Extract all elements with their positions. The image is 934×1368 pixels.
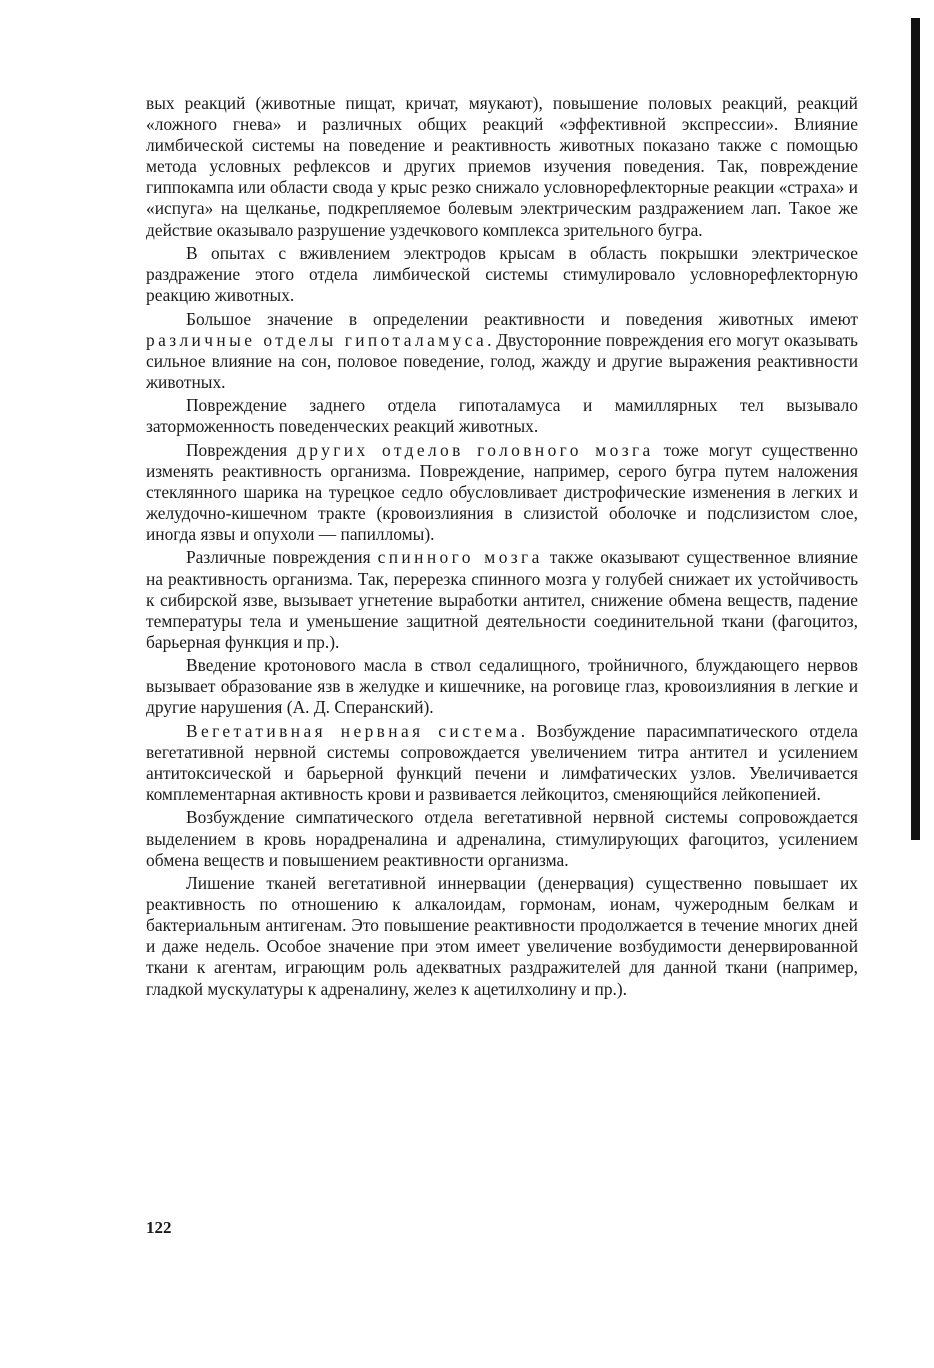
- text-run: Лишение тканей вегетативной иннервации (денервация) существенно повышает их реактивность по отношению к алкалоидам, гормонам, ионам, чужеродным белкам и бактериальным антигенам. Это повышение реактивности продолжается в течение многих дней и даже недель. Особое значение при этом имеет увеличение возбудимости денервированной ткани к агентам, играющим роль адекватных раздражителей для данной ткани (например, гладкой мускулатуры к адреналину, желез к ацетилхолину и пр.).: [146, 873, 858, 999]
- text-run: также оказывают существенное влияние на реактивность организма. Так, перерезка спинного мозга у голубей снижает их устойчивость к сибирской язве, вызывает угнетение выработки антител, снижение обмена веществ, падение температуры тела и уменьшение защитной деятельности соединительной ткани (фагоцитоз, барьерная функция и пр.).: [146, 547, 858, 652]
- text-run: Возбуждение симпатического отдела вегетативной нервной системы сопровождается выделением в кровь норадреналина и адреналина, стимулирующих фагоцитоз, усилением обмена веществ и повышением реактивности организма.: [146, 807, 858, 870]
- text-run: В опытах с вживлением электродов крысам в область покрышки электрическое раздражение этого отдела лимбической системы стимулировало условнорефлекторную реакцию животных.: [146, 242, 858, 306]
- paragraph-2: [146, 243, 858, 306]
- spaced-term: других отделов головного мозга: [297, 439, 654, 460]
- spaced-term: спинного мозга: [377, 547, 543, 568]
- text-run: . Двусторонние повреждения его могут оказывать сильное влияние на сон, половое поведение, голод, жажду и другие выражения реактивности животных.: [146, 329, 858, 392]
- page-body-text: [146, 93, 858, 1002]
- text-run: Повреждения: [186, 439, 298, 460]
- paragraph-8: [146, 721, 858, 805]
- paragraph-4: [146, 395, 858, 437]
- paragraph-9: [146, 807, 858, 870]
- paragraph-1: [146, 93, 858, 241]
- scan-edge-bar: [911, 18, 920, 840]
- paragraph-3: [146, 309, 858, 393]
- text-run: Различные повреждения: [186, 547, 378, 568]
- paragraph-10: [146, 873, 858, 1000]
- text-run: . Возбуждение парасимпатического отдела вегетативной нервной системы сопровождается увеличением титра антител и усилением антитоксической и барьерной функций печени и лимфатических узлов. Увеличивается комплементарная активность крови и развивается лейкоцитоз, сменяющийся лейкопенией.: [146, 720, 858, 805]
- paragraph-5: [146, 440, 858, 545]
- text-run: Повреждение заднего отдела гипоталамуса и мамиллярных тел вызывало заторможенность поведенческих реакций животных.: [146, 395, 858, 437]
- spaced-term: Вегетативная нервная система: [186, 720, 521, 741]
- paragraph-6: [146, 547, 858, 652]
- text-run: тоже могут существенно изменять реактивность организма. Повреждение, например, серого бугра путем наложения стеклянного шарика на турецкое седло обусловливает дистрофические изменения в легких и желудочно-кишечном тракте (кровоизлияния в слизистой оболочке и подслизистом слое, иногда язвы и опухоли — папилломы).: [146, 439, 858, 545]
- text-run: вых реакций (животные пищат, кричат, мяукают), повышение половых реакций, реакций «ложного гнева» и различных общих реакций «эффективной экспрессии». Влияние лимбической системы на поведение и реактивность животных показано также с помощью метода условных рефлексов и других приемов изучения поведения. Так, повреждение гиппокампа или области свода у крыс резко снижало условнорефлекторные реакции «страха» и «испуга» на щелканье, подкрепляемое болевым электрическим раздражением лап. Такое же действие оказывало разрушение уздечкового комплекса зрительного бугра.: [146, 93, 858, 240]
- text-run: Введение кротонового масла в ствол седалищного, тройничного, блуждающего нервов вызывает образование язв в желудке и кишечнике, на роговице глаз, кровоизлияния в легкие и другие нарушения (А. Д. Сперанский).: [146, 655, 858, 718]
- spaced-term: различные отделы гипоталамуса: [146, 329, 488, 350]
- paragraph-7: [146, 655, 858, 718]
- page-number: 122: [146, 1218, 172, 1237]
- text-run: Большое значение в определении реактивности и поведения животных имеют: [186, 308, 858, 329]
